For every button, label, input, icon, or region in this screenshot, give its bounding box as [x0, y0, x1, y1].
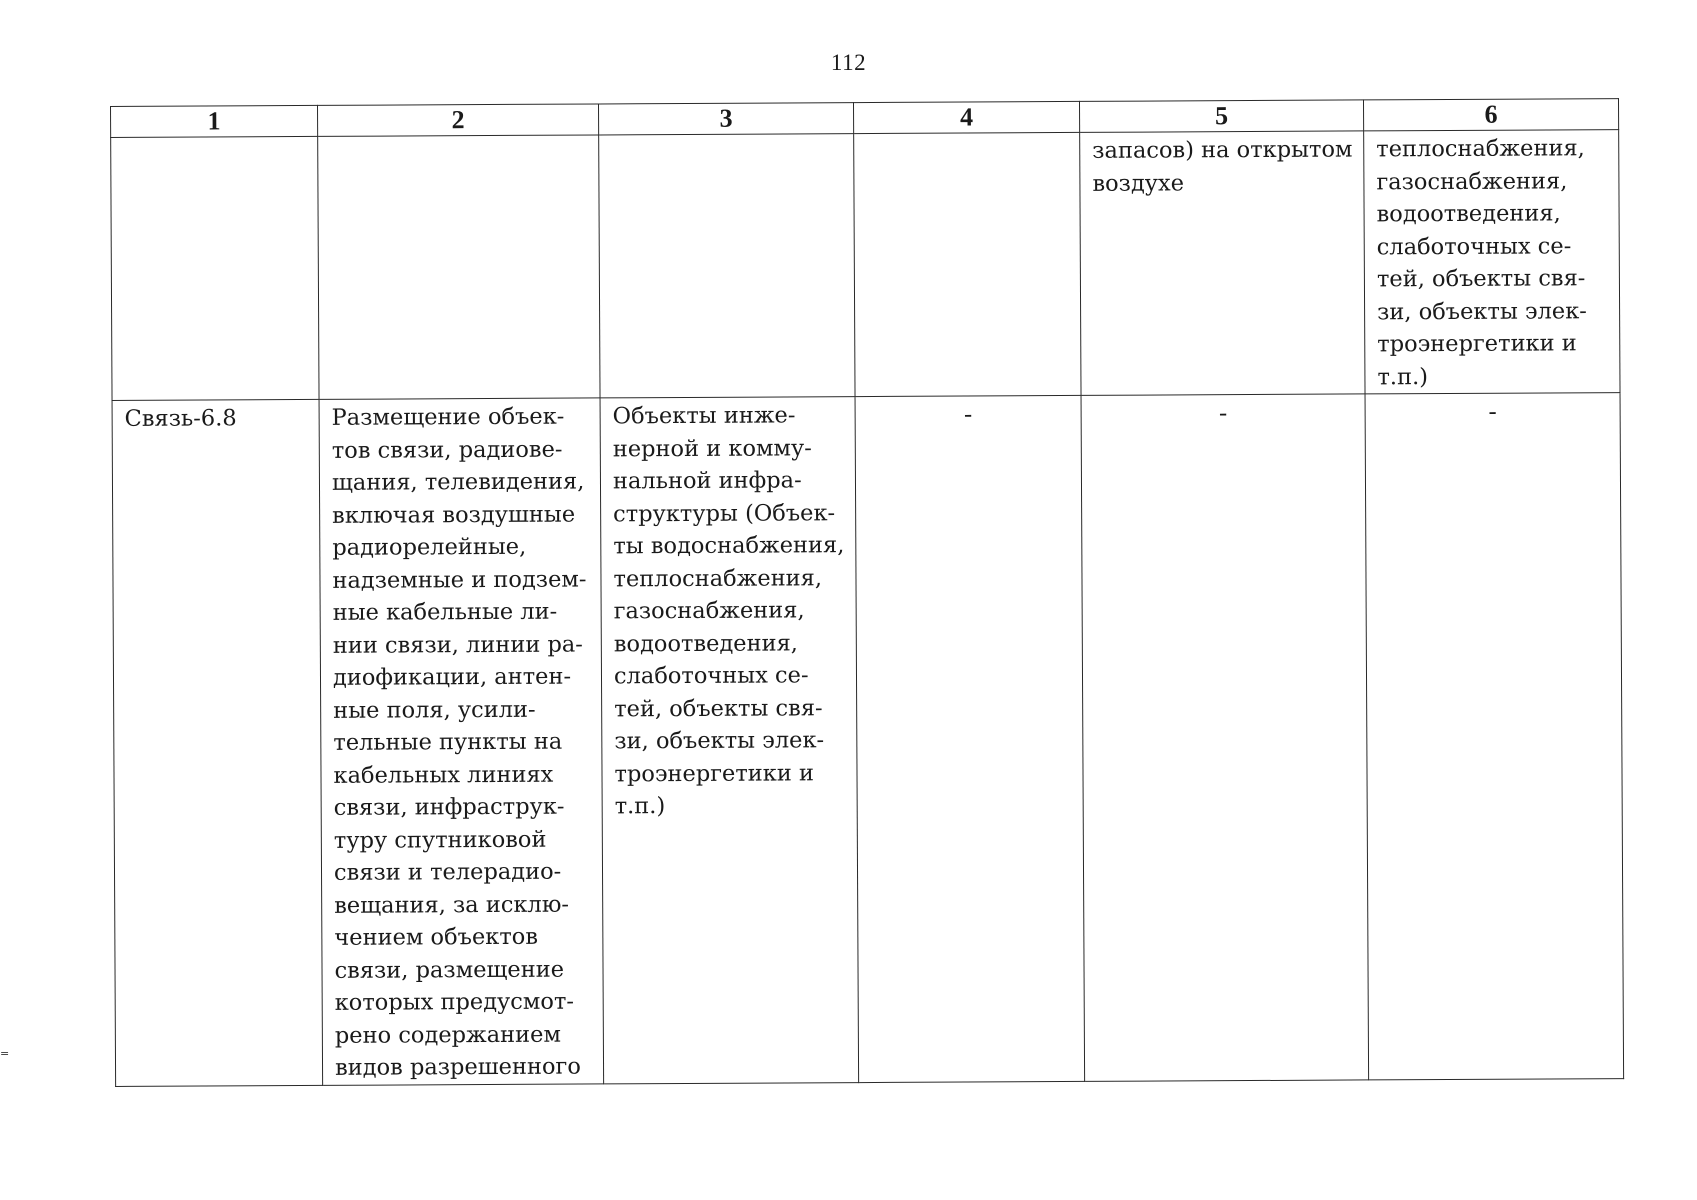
table-cell: [1080, 131, 1365, 395]
table-cell: [319, 398, 604, 1085]
column-header-1: 1: [111, 105, 318, 137]
cell-text: [599, 134, 853, 137]
cell-text: теплоснабжения, газоснабжения, водоотведения, слаботочных се- тей, объекты свя- зи, объекты элек- троэнергетики и т.п.): [1376, 135, 1587, 390]
table-row: [112, 393, 1624, 1086]
land-use-code: Связь-6.8: [124, 405, 237, 432]
cell-text: [111, 137, 317, 140]
column-header-2: 2: [317, 104, 598, 136]
column-header-6: 6: [1363, 99, 1618, 131]
table-cell: [600, 397, 859, 1084]
empty-dash: -: [1219, 400, 1228, 427]
table-row: [111, 130, 1620, 401]
empty-dash: -: [1488, 398, 1497, 425]
table-cell: [1081, 394, 1369, 1081]
cell-text: запасов) на открытом воздухе: [1092, 136, 1353, 197]
margin-mark: =: [0, 1047, 10, 1060]
empty-dash: -: [964, 401, 973, 428]
land-use-description: Размещение объек- тов связи, радиове- щания, телевидения, включая воздушные радиорелейные, надземные и подзем- ные кабельные ли- нии связи, линии ра- диофикации, антен- ные поля, усили- тельные пункты на кабельных линиях связи, инфраструк- туру спутниковой связи и телерадио- вещания, за исклю- чением объектов связи, размещение которых предусмот- рено содержанием видов разрешенного: [331, 403, 587, 1081]
table-cell: [111, 136, 319, 400]
table-cell: [112, 399, 323, 1086]
column-header-5: 5: [1079, 100, 1363, 132]
column-header-3: 3: [598, 103, 853, 135]
table-cell: [1365, 393, 1624, 1080]
document-table: [110, 98, 1624, 1086]
table-cell: [855, 395, 1085, 1082]
table-cell: [599, 134, 855, 398]
permitted-objects: Объекты инже- нерной и комму- нальной инфра- структуры (Объек- ты водоснабжения, теплоснабжения, газоснабжения, водоотведения, слаботочных се- тей, объекты свя- зи, объекты элек- троэнергетики и т.п.): [612, 402, 845, 820]
cell-text: [318, 135, 598, 138]
table-cell: [1364, 130, 1620, 394]
table-cell: [318, 135, 600, 399]
cell-text: [854, 133, 1079, 136]
column-header-4: 4: [853, 101, 1079, 133]
table-cell: [854, 132, 1081, 396]
page-number: 112: [830, 50, 867, 75]
